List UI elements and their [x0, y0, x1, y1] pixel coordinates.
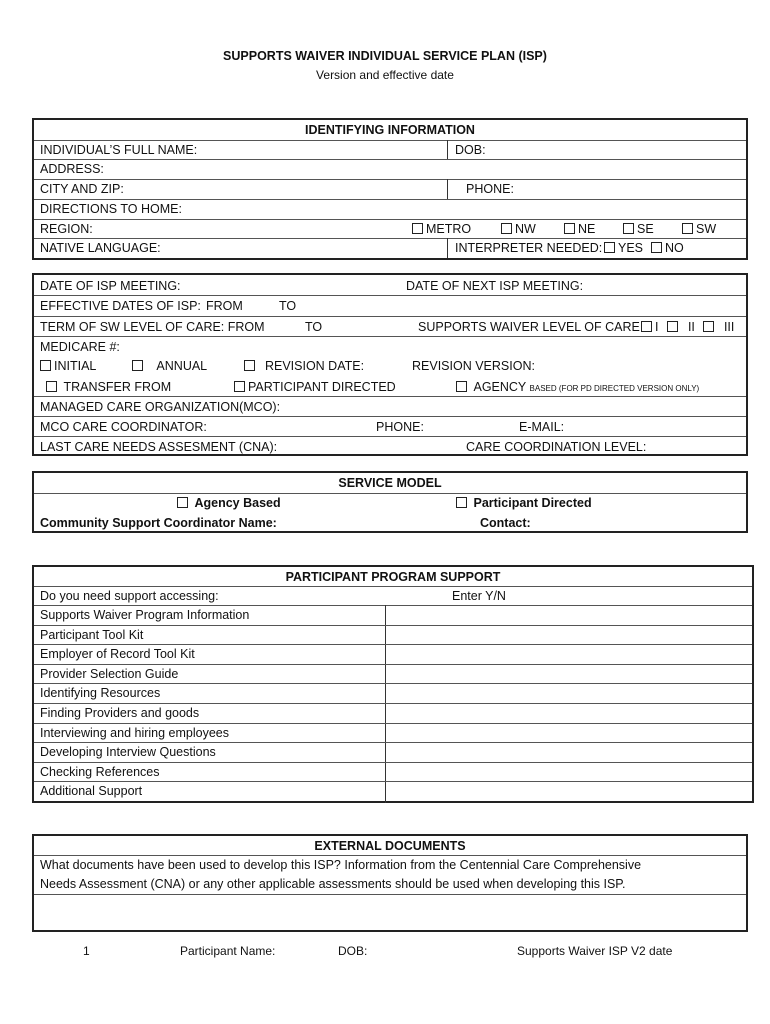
- checkbox-icon: [667, 321, 678, 332]
- phone-label: PHONE:: [466, 182, 514, 196]
- support-item-yn-field[interactable]: [387, 762, 752, 782]
- effective-dates-label: EFFECTIVE DATES OF ISP:: [40, 299, 201, 313]
- support-item-label: Employer of Record Tool Kit: [40, 647, 195, 662]
- checkbox-icon: [234, 381, 245, 392]
- support-item-label: Finding Providers and goods: [40, 706, 200, 720]
- support-item-yn-field[interactable]: [387, 644, 752, 664]
- support-question: Do you need support accessing:: [40, 589, 219, 603]
- region-se[interactable]: SE: [623, 222, 654, 236]
- checkbox-icon: [456, 381, 467, 392]
- support-item-yn-field[interactable]: [387, 683, 752, 703]
- agency-option[interactable]: AGENCY BASED (FOR PD DIRECTED VERSION ONLY): [456, 380, 699, 394]
- mco-phone-label: PHONE:: [376, 420, 424, 434]
- program-support-section: [32, 565, 754, 803]
- support-item-yn-field[interactable]: [387, 703, 752, 723]
- support-item-yn-field[interactable]: [387, 605, 752, 625]
- checkbox-icon: [244, 360, 255, 371]
- footer-participant-name: Participant Name:: [180, 944, 276, 958]
- footer-version: Supports Waiver ISP V2 date: [517, 944, 673, 958]
- service-model-section: [32, 471, 748, 533]
- contact-label: Contact:: [480, 516, 531, 530]
- directions-label: DIRECTIONS TO HOME:: [40, 202, 182, 216]
- interpreter-yes[interactable]: YES: [604, 241, 643, 255]
- support-item-yn-field[interactable]: [387, 664, 752, 684]
- checkbox-icon: [412, 223, 423, 234]
- external-heading: EXTERNAL DOCUMENTS: [314, 839, 466, 853]
- meeting-section: [32, 273, 748, 456]
- page-number: 1: [83, 944, 90, 958]
- external-text-line2: Needs Assessment (CNA) or any other applicable assessments should be used when developing this ISP.: [40, 877, 626, 891]
- checkbox-icon: [623, 223, 634, 234]
- support-item-label: Interviewing and hiring employees: [40, 725, 229, 740]
- term-to-label: TO: [305, 320, 323, 334]
- support-item-label: Developing Interview Questions: [40, 745, 216, 760]
- external-documents-section: [32, 834, 748, 932]
- revision-version-label: REVISION VERSION:: [412, 359, 535, 373]
- interpreter-no[interactable]: NO: [651, 241, 684, 255]
- initial-option[interactable]: INITIAL: [40, 359, 96, 373]
- checkbox-icon: [177, 497, 188, 508]
- support-item-label: Checking References: [40, 764, 160, 779]
- checkbox-icon: [456, 497, 467, 508]
- checkbox-icon: [40, 360, 51, 371]
- mco-label: MANAGED CARE ORGANIZATION(MCO):: [40, 400, 281, 414]
- support-item-label: Additional Support: [40, 784, 143, 799]
- support-item-yn-field[interactable]: [387, 723, 752, 743]
- document-title: SUPPORTS WAIVER INDIVIDUAL SERVICE PLAN (ISP): [223, 49, 547, 63]
- date-isp-meeting-label: DATE OF ISP MEETING:: [40, 279, 181, 293]
- mco-coordinator-label: MCO CARE COORDINATOR:: [40, 420, 207, 434]
- agency-note: BASED (FOR PD DIRECTED VERSION ONLY): [529, 384, 700, 393]
- revision-date-option[interactable]: REVISION DATE:: [244, 359, 364, 373]
- region-nw[interactable]: NW: [501, 222, 536, 236]
- region-metro[interactable]: METRO: [412, 222, 471, 236]
- support-item-label: Supports Waiver Program Information: [40, 608, 250, 622]
- effective-to-label: TO: [279, 299, 297, 313]
- program-support-heading: PARTICIPANT PROGRAM SUPPORT: [285, 570, 501, 584]
- date-next-meeting-label: DATE OF NEXT ISP MEETING:: [406, 279, 584, 293]
- sw-level-label: SUPPORTS WAIVER LEVEL OF CARE: [418, 320, 640, 334]
- support-item-label: Provider Selection Guide: [40, 666, 179, 681]
- checkbox-icon: [564, 223, 575, 234]
- region-ne[interactable]: NE: [564, 222, 595, 236]
- email-label: E-MAIL:: [519, 420, 565, 434]
- level-ii[interactable]: II: [667, 320, 695, 334]
- identifying-section: [32, 118, 748, 260]
- city-zip-label: CITY AND ZIP:: [40, 182, 124, 196]
- enter-yn-label: Enter Y/N: [452, 589, 506, 603]
- address-label: ADDRESS:: [40, 162, 104, 176]
- dob-label: DOB:: [455, 143, 486, 157]
- last-cna-label: LAST CARE NEEDS ASSESMENT (CNA):: [40, 440, 278, 454]
- checkbox-icon: [641, 321, 652, 332]
- term-sw-label: TERM OF SW LEVEL OF CARE: FROM: [40, 320, 265, 334]
- transfer-from-option[interactable]: TRANSFER FROM: [46, 380, 171, 394]
- participant-directed-option[interactable]: PARTICIPANT DIRECTED: [234, 380, 396, 394]
- region-label: REGION:: [40, 222, 93, 236]
- interpreter-label: INTERPRETER NEEDED:: [455, 241, 603, 255]
- medicare-label: MEDICARE #:: [40, 340, 120, 354]
- coordinator-name-label: Community Support Coordinator Name:: [40, 516, 277, 530]
- checkbox-icon: [46, 381, 57, 392]
- annual-option[interactable]: ANNUAL: [132, 359, 207, 373]
- support-item-yn-field[interactable]: [387, 625, 752, 645]
- native-language-label: NATIVE LANGUAGE:: [40, 241, 161, 255]
- coordination-level-label: CARE COORDINATION LEVEL:: [466, 440, 647, 454]
- support-item-yn-field[interactable]: [387, 781, 752, 801]
- level-i[interactable]: I: [641, 320, 658, 334]
- checkbox-icon: [501, 223, 512, 234]
- document-subtitle: Version and effective date: [316, 68, 454, 82]
- external-text-line1: What documents have been used to develop this ISP? Information from the Centennial Care Comprehensive: [40, 858, 642, 872]
- support-item-label: Identifying Resources: [40, 686, 161, 701]
- checkbox-icon: [651, 242, 662, 253]
- support-item-yn-field[interactable]: [387, 742, 752, 762]
- footer-dob: DOB:: [338, 944, 368, 958]
- checkbox-icon: [604, 242, 615, 253]
- identifying-heading: IDENTIFYING INFORMATION: [305, 123, 475, 137]
- checkbox-icon: [703, 321, 714, 332]
- checkbox-icon: [682, 223, 693, 234]
- effective-from-label: FROM: [206, 299, 243, 313]
- support-item-label: Participant Tool Kit: [40, 627, 144, 642]
- region-sw[interactable]: SW: [682, 222, 716, 236]
- service-model-heading: SERVICE MODEL: [338, 476, 442, 490]
- checkbox-icon: [132, 360, 143, 371]
- agency-based-option[interactable]: Agency Based: [177, 496, 281, 510]
- full-name-label: INDIVIDUAL’S FULL NAME:: [40, 143, 198, 157]
- participant-directed-model-option[interactable]: Participant Directed: [456, 496, 592, 510]
- level-iii[interactable]: III: [703, 320, 734, 334]
